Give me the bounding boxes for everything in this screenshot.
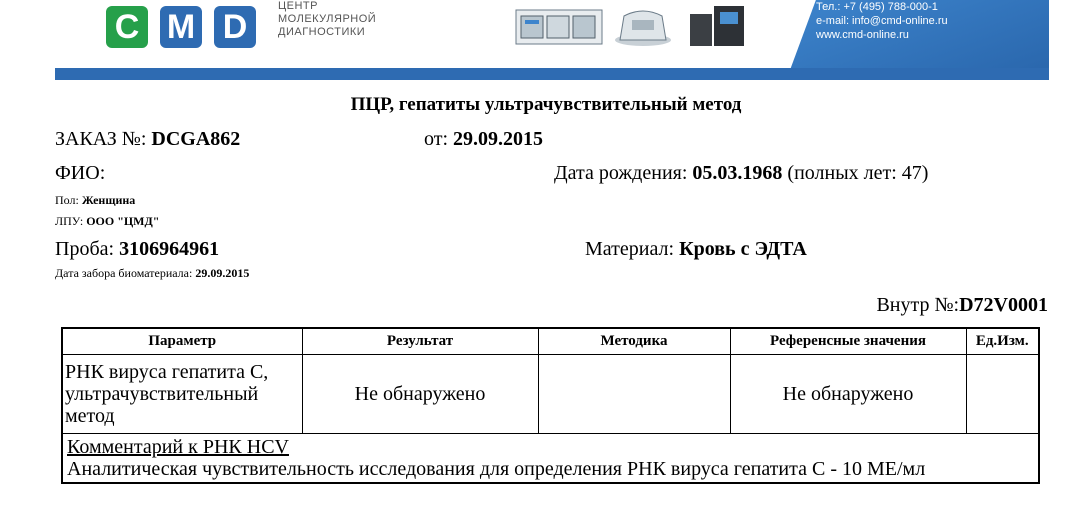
report-title: ПЦР, гепатиты ультрачувствительный метод (350, 94, 742, 115)
order-date-label: от: (424, 128, 449, 150)
results-table (61, 327, 1040, 484)
lpu-value: ООО "ЦМД" (86, 214, 160, 228)
comment-text: Аналитическая чувствительность исследования для определения РНК вируса гепатита С - 10 МЕ/мл (67, 458, 926, 480)
logo-subtitle-line: ЦЕНТР (278, 0, 318, 12)
collection-line (55, 266, 249, 281)
param-cell: РНК вируса гепатита С, ультрачувствительный метод (62, 355, 302, 434)
logo-letter-c: C (106, 6, 148, 48)
method-cell (538, 355, 730, 434)
sample-label: Проба: (55, 238, 115, 260)
result-cell: Не обнаружено (302, 355, 538, 434)
order-date-line (424, 128, 543, 151)
header-param: Параметр (62, 328, 302, 355)
table-header-row (62, 328, 1039, 355)
header-banner (0, 0, 1092, 80)
collection-date: 29.09.2015 (195, 266, 250, 280)
header-reference: Референсные значения (730, 328, 966, 355)
reference-cell: Не обнаружено (730, 355, 966, 434)
logo-subtitle (278, 0, 376, 39)
sex-label: Пол: (55, 193, 79, 207)
comment-title: Комментарий к РНК HCV (67, 436, 289, 458)
order-number: DCGA862 (151, 128, 241, 150)
sex-line (55, 193, 135, 208)
material-label: Материал: (585, 238, 675, 260)
material-line (585, 238, 807, 261)
age-text: (полных лет: 47) (787, 162, 929, 184)
internal-number: D72V0001 (959, 294, 1048, 316)
comment-row (62, 434, 1039, 484)
internal-label: Внутр №: (876, 294, 960, 316)
dob-line (554, 162, 928, 185)
comment-cell (62, 434, 1039, 484)
sample-line (55, 238, 219, 261)
table-row (62, 355, 1039, 434)
banner-strip (55, 68, 1049, 80)
lpu-line (55, 214, 159, 229)
sample-number: 3106964961 (119, 238, 220, 260)
contact-website: www.cmd-online.ru (816, 29, 909, 41)
order-label: ЗАКАЗ №: (55, 128, 147, 150)
unit-cell (966, 355, 1039, 434)
logo-subtitle-line: ДИАГНОСТИКИ (278, 26, 366, 38)
material-value: Кровь с ЭДТА (679, 238, 807, 260)
contact-phone: Тел.: +7 (495) 788-000-1 (816, 1, 938, 13)
collection-label: Дата забора биоматериала: (55, 266, 193, 280)
order-line (55, 128, 240, 151)
header-method: Методика (538, 328, 730, 355)
header-unit: Ед.Изм. (966, 328, 1039, 355)
header-result: Результат (302, 328, 538, 355)
fio-label: ФИО: (55, 162, 106, 184)
dob-label: Дата рождения: (554, 162, 688, 184)
dob-value: 05.03.1968 (692, 162, 783, 184)
contact-info (816, 0, 948, 42)
logo-letter-m: M (160, 6, 202, 48)
logo-subtitle-line: МОЛЕКУЛЯРНОЙ (278, 13, 377, 25)
sequencer-icon (688, 4, 750, 48)
contact-email: e-mail: info@cmd-online.ru (816, 15, 948, 27)
logo-letter-d: D (214, 6, 256, 48)
thermocycler-icon (612, 4, 674, 48)
lpu-label: ЛПУ: (55, 214, 84, 228)
lab-analyzer-icon (515, 4, 605, 48)
sex-value: Женщина (81, 193, 136, 207)
order-date: 29.09.2015 (453, 128, 544, 150)
internal-number-line (876, 294, 1048, 317)
